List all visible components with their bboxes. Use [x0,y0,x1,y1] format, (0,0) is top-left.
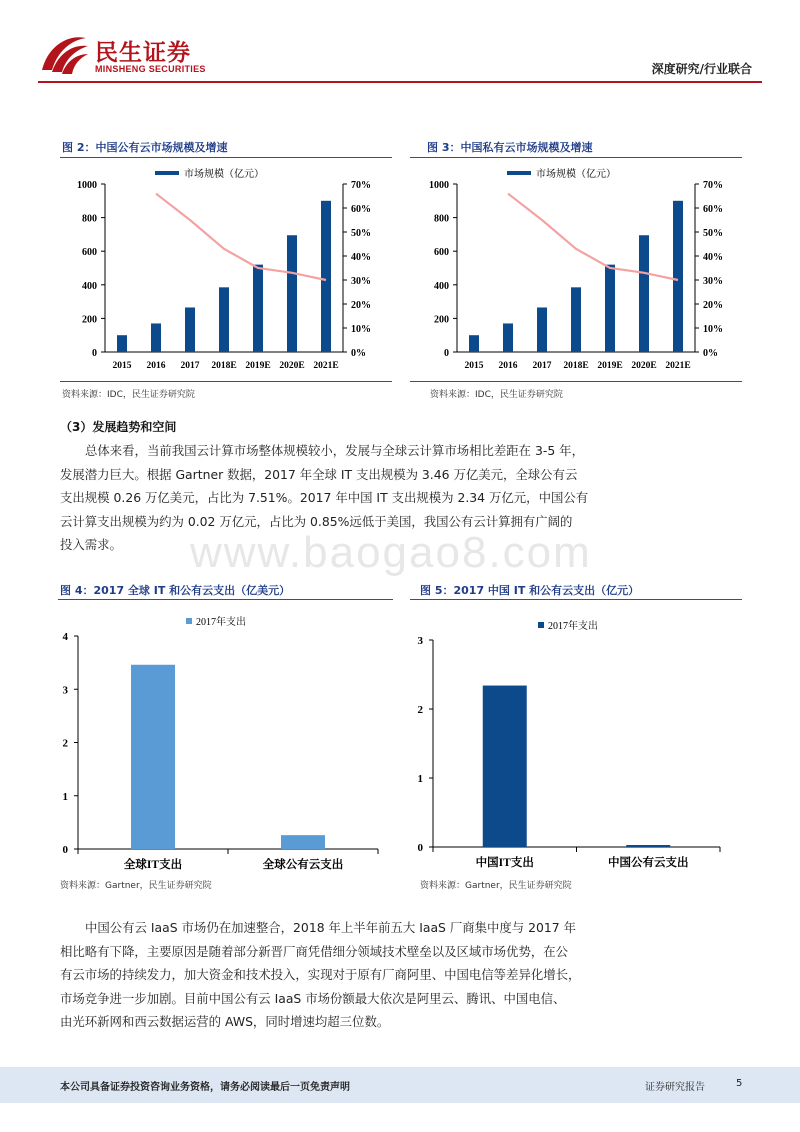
growth-line [508,194,678,280]
fig3-rule-bottom [410,381,742,382]
x-tick-label: 2015 [112,361,132,371]
logo-text-cn: 民生证券 [95,40,191,66]
y2-tick-label: 10% [351,324,371,335]
fig2-source: 资料来源：IDC，民生证券研究院 [62,390,195,400]
x-tick-label: 2020E [631,361,657,371]
y2-tick-label: 50% [351,228,371,239]
legend-label: 2017年支出 [548,621,598,632]
x-tick-label: 2016 [146,361,166,371]
y-tick-label: 2 [62,737,68,750]
fig5-title: 图 5：2017 中国 IT 和公有云支出（亿元） [420,584,640,597]
paragraph-2-line: 相比略有下降，主要原因是随着部分新晋厂商凭借细分领域技术壁垒以及区域市场优势，在公 [60,943,569,959]
header [0,0,800,90]
section-heading: （3）发展趋势和空间 [60,420,177,434]
y2-tick-label: 20% [351,300,371,311]
y-tick-label: 1 [62,790,68,803]
minsheng-logo-icon [38,28,90,78]
y-tick-label: 400 [434,280,449,292]
x-tick-label: 全球公有云支出 [262,859,344,871]
paragraph-2-line: 中国公有云 IaaS 市场仍在加速整合，2018 年上半年前五大 IaaS 厂商集中度与 2017 年 [85,920,576,935]
x-tick-label: 2017 [180,361,200,371]
y2-tick-label: 30% [703,276,723,287]
bar [605,265,615,352]
y2-tick-label: 0% [703,348,718,359]
bar [639,235,649,352]
fig4-title: 图 4：2017 全球 IT 和公有云支出（亿美元） [60,584,291,597]
fig5-source: 资料来源：Gartner，民生证券研究院 [420,881,572,891]
paragraph-2-line: 市场竞争进一步加剧。目前中国公有云 IaaS 市场份额最大依次是阿里云、腾讯、中国电信、 [60,990,566,1006]
bar [281,835,325,849]
bar [117,335,127,352]
header-rule [38,81,762,83]
y-tick-label: 0 [92,348,97,359]
bar [503,323,513,352]
x-tick-label: 2016 [498,361,518,371]
y-tick-label: 1000 [429,180,449,191]
x-tick-label: 2017 [532,361,552,371]
legend-swatch [538,622,544,628]
paragraph-2-line: 由光环新网和西云数据运营的 AWS，同时增速均超三位数。 [60,1014,390,1029]
y2-tick-label: 50% [703,228,723,239]
bar [469,335,479,352]
legend-label: 市场规模（亿元） [184,169,264,180]
y-tick-label: 0 [417,842,423,854]
y2-tick-label: 60% [703,204,723,215]
fig3-chart [412,162,742,382]
bar [673,201,683,352]
paragraph-1-line: 发展潜力巨大。根据 Gartner 数据，2017 年全球 IT 支出规模为 3.46 万亿美元，全球公有云 [60,466,578,482]
fig2-chart [60,162,390,382]
x-tick-label: 2018E [563,361,589,371]
y2-tick-label: 20% [703,300,723,311]
report-type: 深度研究/行业联合 [651,62,752,76]
fig4-rule [58,599,393,600]
y-tick-label: 0 [444,348,449,359]
fig3-source: 资料来源：IDC，民生证券研究院 [430,390,563,400]
y-tick-label: 200 [82,314,97,326]
y-tick-label: 1000 [77,180,97,191]
fig4-source: 资料来源：Gartner，民生证券研究院 [60,881,212,891]
paragraph-1-line: 云计算支出规模为约为 0.02 万亿元，占比为 0.85%远低于美国，我国公有云计算拥有广阔的 [60,513,573,529]
paragraph-2-line: 有云市场的持续发力，加大资金和技术投入，实现对于原有厂商阿里、中国电信等差异化增长， [60,967,581,982]
y-tick-label: 0 [62,844,68,856]
bar [219,287,229,352]
growth-line [156,194,326,280]
bar [537,307,547,352]
x-tick-label: 2020E [279,361,305,371]
paragraph-1-line: 总体来看，当前我国云计算市场整体规模较小，发展与全球云计算市场相比差距在 3-5 年， [85,443,584,458]
paragraph-2 [60,916,740,1034]
x-tick-label: 2021E [313,361,339,371]
y2-tick-label: 70% [351,180,371,191]
paragraph-1-line: 投入需求。 [60,537,122,552]
watermark: www.baogao8.com [190,528,592,577]
bar [131,665,175,849]
bar [483,686,527,847]
x-tick-label: 2018E [211,361,237,371]
footer-page-number: 5 [736,1078,743,1089]
x-tick-label: 2019E [597,361,623,371]
y-tick-label: 400 [82,280,97,292]
x-tick-label: 中国IT支出 [475,857,534,869]
y-tick-label: 1 [417,773,423,785]
footer [0,1067,800,1103]
y-tick-label: 3 [417,635,423,647]
footer-disclaimer: 本公司具备证券投资咨询业务资格，请务必阅读最后一页免责声明 [60,1082,350,1093]
y2-tick-label: 40% [703,252,723,263]
bar [287,235,297,352]
paragraph-1-line: 支出规模 0.26 万亿美元，占比为 7.51%。2017 年中国 IT 支出规模为 2.34 万亿元，中国公有 [60,490,589,505]
y2-tick-label: 70% [703,180,723,191]
legend-label: 2017年支出 [196,617,246,628]
y2-tick-label: 0% [351,348,366,359]
y-tick-label: 3 [62,684,68,697]
y2-tick-label: 10% [703,324,723,335]
fig3-rule [410,157,742,158]
bar [253,265,263,352]
y-tick-label: 2 [417,704,423,716]
fig3-title: 图 3：中国私有云市场规模及增速 [427,141,593,154]
bar [185,307,195,352]
fig5-rule [410,599,742,600]
bar [321,201,331,352]
x-tick-label: 2021E [665,361,691,371]
fig2-rule-bottom [60,381,392,382]
fig5-chart [410,604,742,874]
fig2-rule [60,157,392,158]
fig4-chart [58,604,393,874]
y-tick-label: 800 [434,213,449,225]
legend-swatch [155,171,179,175]
y2-tick-label: 40% [351,252,371,263]
y-tick-label: 4 [62,631,68,643]
y-tick-label: 800 [82,213,97,225]
y2-tick-label: 60% [351,204,371,215]
y-tick-label: 600 [82,247,97,259]
y-tick-label: 200 [434,314,449,326]
bar [626,845,670,847]
legend-swatch [507,171,531,175]
fig2-title: 图 2：中国公有云市场规模及增速 [62,141,228,154]
x-tick-label: 中国公有云支出 [608,857,689,869]
x-tick-label: 全球IT支出 [123,859,183,871]
legend-label: 市场规模（亿元） [536,169,616,180]
bar [571,287,581,352]
bar [151,323,161,352]
footer-label: 证券研究报告 [645,1082,705,1093]
x-tick-label: 2015 [464,361,484,371]
x-tick-label: 2019E [245,361,271,371]
y-tick-label: 600 [434,247,449,259]
logo-text-en: MINSHENG SECURITIES [95,64,206,74]
legend-swatch [186,618,192,624]
y2-tick-label: 30% [351,276,371,287]
